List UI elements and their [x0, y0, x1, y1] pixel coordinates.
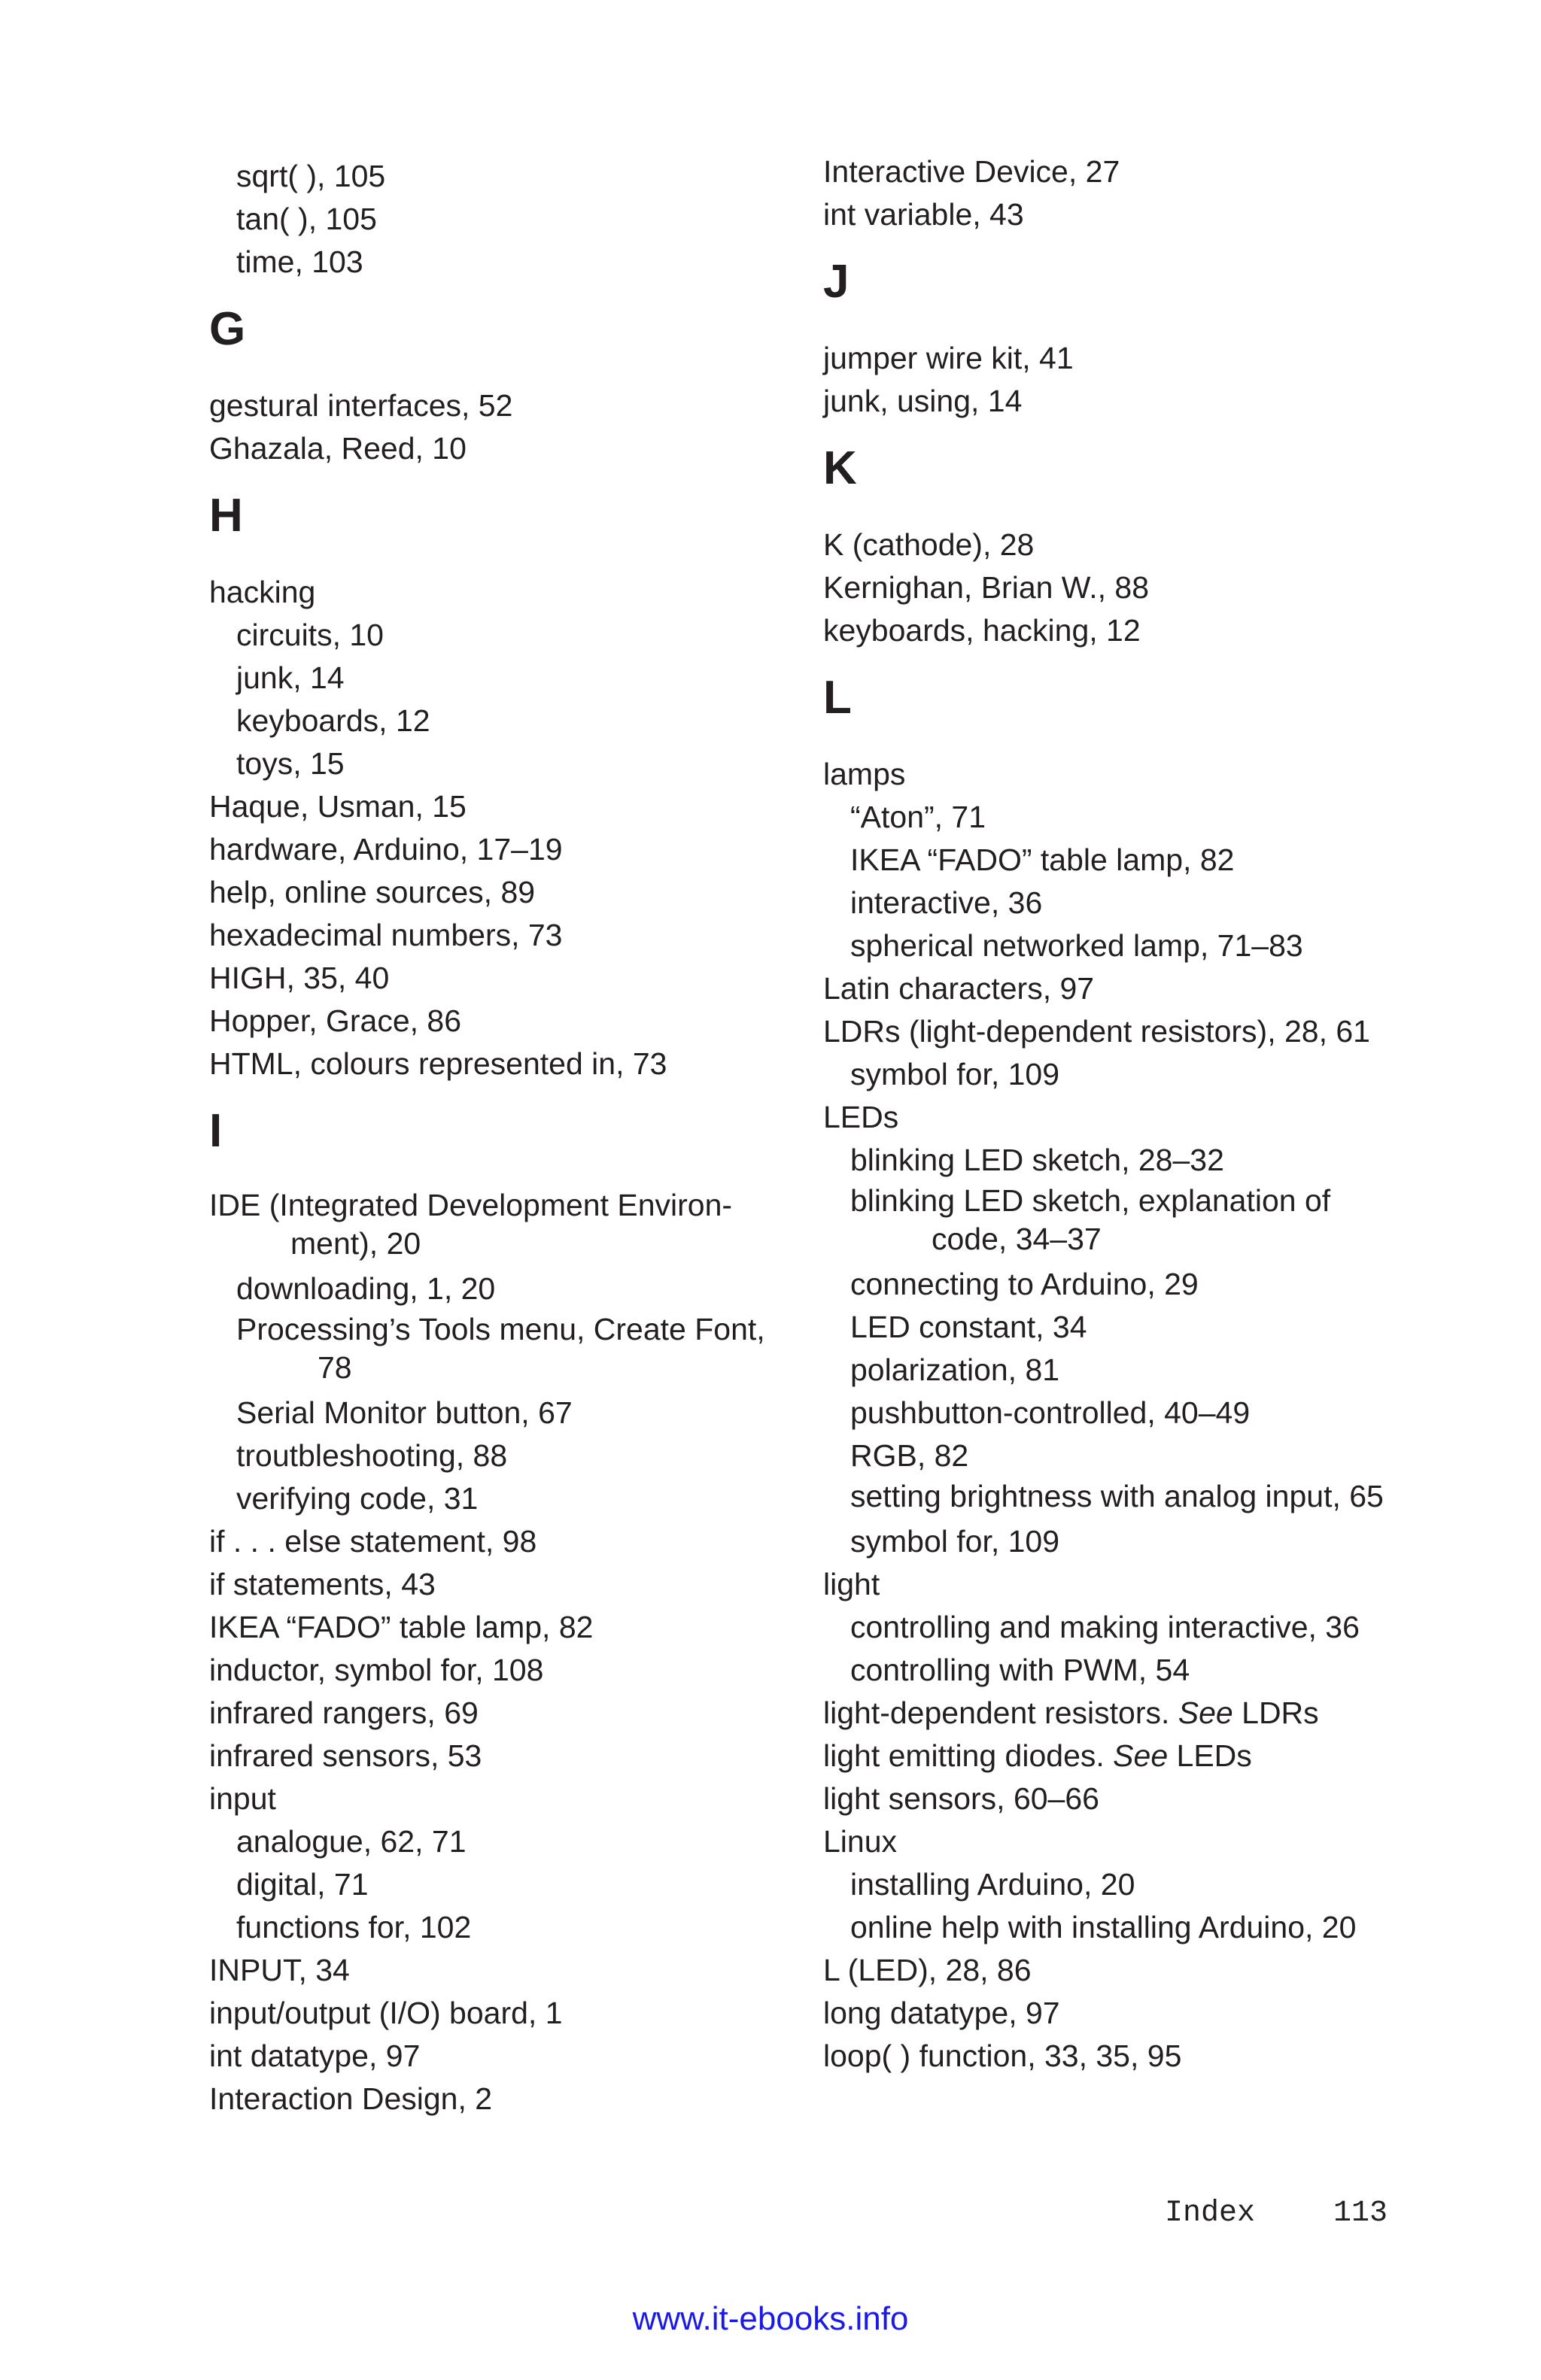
- index-subentry: IKEA “FADO” table lamp, 82: [850, 842, 1235, 877]
- index-entry: infrared sensors, 53: [209, 1738, 482, 1773]
- index-entry: keyboards, hacking, 12: [823, 613, 1141, 648]
- index-entry: Ghazala, Reed, 10: [209, 431, 467, 466]
- index-subentry: connecting to Arduino, 29: [850, 1267, 1199, 1301]
- index-subentry: verifying code, 31: [236, 1481, 479, 1516]
- index-subentry: analogue, 62, 71: [236, 1824, 467, 1859]
- index-entry: Linux: [823, 1824, 898, 1859]
- section-letter-heading: J: [823, 256, 850, 308]
- index-subentry: “Aton”, 71: [850, 800, 986, 834]
- index-entry: INPUT, 34: [209, 1953, 350, 1987]
- watermark-link[interactable]: www.it-ebooks.info: [632, 2300, 909, 2337]
- section-letter-heading: L: [823, 672, 852, 724]
- index-subentry: tan( ), 105: [236, 202, 377, 236]
- index-subentry: blinking LED sketch, explanation of code, 34–37: [850, 1183, 1331, 1256]
- index-subentry: functions for, 102: [236, 1910, 472, 1944]
- index-subentry: blinking LED sketch, 28–32: [850, 1143, 1224, 1177]
- index-subentry: toys, 15: [236, 746, 345, 781]
- footer-section-label: Index: [1165, 2196, 1256, 2230]
- index-subentry: RGB, 82: [850, 1438, 969, 1473]
- index-entry: L (LED), 28, 86: [823, 1953, 1032, 1987]
- index-subentry: controlling and making interactive, 36: [850, 1610, 1360, 1644]
- index-entry-cross-reference: [823, 1735, 1410, 1777]
- index-entry: jumper wire kit, 41: [823, 341, 1074, 375]
- index-subentry: junk, 14: [236, 660, 345, 695]
- index-entry: gestural interfaces, 52: [209, 388, 513, 423]
- index-entry: Interactive Device, 27: [823, 154, 1120, 189]
- index-subentry: controlling with PWM, 54: [850, 1653, 1190, 1687]
- index-subentry: setting brightness with analog input, 65: [850, 1479, 1384, 1513]
- index-entry: IDE (Integrated Development Environ-ment), 20: [209, 1188, 733, 1261]
- section-letter-heading: H: [209, 490, 243, 542]
- index-entry: input: [209, 1781, 276, 1816]
- index-entry: loop( ) function, 33, 35, 95: [823, 2038, 1182, 2073]
- index-entry: if statements, 43: [209, 1567, 436, 1601]
- index-subentry: LED constant, 34: [850, 1310, 1087, 1344]
- index-entry: infrared rangers, 69: [209, 1695, 479, 1730]
- index-subentry: troutbleshooting, 88: [236, 1438, 508, 1473]
- index-subentry: Serial Monitor button, 67: [236, 1395, 573, 1430]
- index-subentry: online help with installing Arduino, 20: [850, 1910, 1357, 1944]
- index-subentry: spherical networked lamp, 71–83: [850, 928, 1303, 963]
- entry-term: light emitting diodes.: [823, 1738, 1105, 1773]
- index-entry: Haque, Usman, 15: [209, 789, 467, 824]
- index-entry: LDRs (light-dependent resistors), 28, 61: [823, 1014, 1370, 1049]
- index-entry: junk, using, 14: [823, 384, 1023, 418]
- index-entry: K (cathode), 28: [823, 527, 1035, 562]
- index-column-left: [209, 155, 796, 2120]
- index-entry: light: [823, 1567, 880, 1601]
- index-entry: int datatype, 97: [209, 2038, 421, 2073]
- index-entry: HIGH, 35, 40: [209, 961, 390, 995]
- index-entry: lamps: [823, 757, 906, 791]
- index-subentry: circuits, 10: [236, 618, 384, 652]
- index-entry: input/output (I/O) board, 1: [209, 1996, 563, 2030]
- section-letter-heading: G: [209, 303, 246, 355]
- index-entry: hardware, Arduino, 17–19: [209, 832, 563, 867]
- index-subentry: polarization, 81: [850, 1352, 1060, 1387]
- index-entry: if . . . else statement, 98: [209, 1524, 537, 1559]
- index-column-right: [823, 150, 1410, 2078]
- see-reference-word: See: [1113, 1738, 1169, 1773]
- index-entry: inductor, symbol for, 108: [209, 1653, 544, 1687]
- see-reference-target: LDRs: [1242, 1695, 1319, 1730]
- index-entry: Kernighan, Brian W., 88: [823, 570, 1150, 605]
- index-entry-cross-reference: [823, 1692, 1410, 1735]
- index-entry: help, online sources, 89: [209, 875, 536, 909]
- see-reference-word: See: [1178, 1695, 1233, 1730]
- index-subentry: keyboards, 12: [236, 703, 430, 738]
- index-entry: Hopper, Grace, 86: [209, 1003, 462, 1038]
- index-subentry: symbol for, 109: [850, 1057, 1060, 1091]
- index-entry: IKEA “FADO” table lamp, 82: [209, 1610, 594, 1644]
- entry-term: light-dependent resistors.: [823, 1695, 1170, 1730]
- page-number: 113: [1333, 2196, 1388, 2230]
- index-subentry: Processing’s Tools menu, Create Font, 78: [236, 1312, 765, 1385]
- index-entry: LEDs: [823, 1100, 899, 1134]
- index-subentry: sqrt( ), 105: [236, 159, 386, 193]
- index-entry: long datatype, 97: [823, 1996, 1060, 2030]
- index-entry: hexadecimal numbers, 73: [209, 918, 563, 952]
- index-subentry: installing Arduino, 20: [850, 1867, 1135, 1902]
- index-entry: light sensors, 60–66: [823, 1781, 1099, 1816]
- index-entry: int variable, 43: [823, 197, 1024, 232]
- index-subentry: interactive, 36: [850, 885, 1043, 920]
- index-subentry: symbol for, 109: [850, 1524, 1060, 1559]
- section-letter-heading: K: [823, 442, 857, 494]
- index-entry: hacking: [209, 575, 316, 609]
- index-entry: Latin characters, 97: [823, 971, 1095, 1006]
- index-subentry: time, 103: [236, 244, 363, 279]
- section-letter-heading: I: [209, 1105, 223, 1157]
- index-subentry: pushbutton-controlled, 40–49: [850, 1395, 1251, 1430]
- index-subentry: downloading, 1, 20: [236, 1271, 496, 1306]
- index-entry: HTML, colours represented in, 73: [209, 1046, 667, 1081]
- see-reference-target: LEDs: [1176, 1738, 1252, 1773]
- index-subentry: digital, 71: [236, 1867, 369, 1902]
- index-entry: Interaction Design, 2: [209, 2081, 493, 2116]
